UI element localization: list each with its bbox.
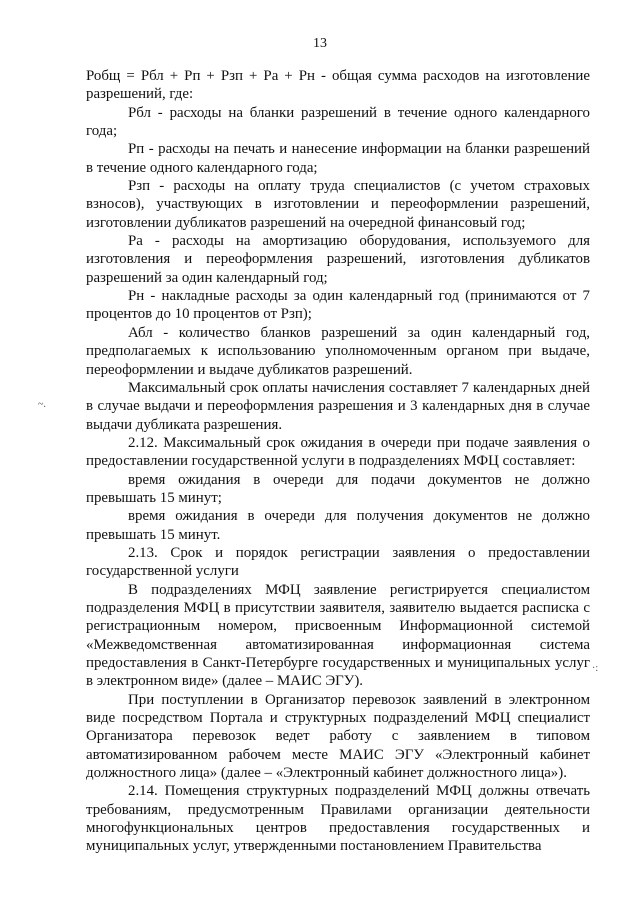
paragraph-payment-term: Максимальный срок оплаты начисления составляет 7 календарных дней в случае выдачи и переоформления разрешения и 3 календарных дня в случае выдачи дубликата разрешения. xyxy=(86,379,590,433)
document-body xyxy=(86,67,590,856)
scan-mark-left: ~. xyxy=(38,399,46,410)
paragraph-wait-submit: время ожидания в очереди для подачи документов не должно превышать 15 минут; xyxy=(86,471,590,506)
paragraph-2-14: 2.14. Помещения структурных подразделений МФЦ должны отвечать требованиям, предусмотренным Правилами организации деятельности многофункциональных центров предоставления государственных и муниципальных услуг, утвержденными постановлением Правительства xyxy=(86,783,590,855)
paragraph-2-12: 2.12. Максимальный срок ожидания в очереди при подаче заявления о предоставлении государственной услуги в подразделениях МФЦ составляет: xyxy=(86,434,590,470)
paragraph-electronic-applications: При поступлении в Организатор перевозок заявлений в электронном виде посредством Портала и структурных подразделений МФЦ специалист Организатора перевозок ведет работу с заявлением в типовом автоматизированном рабочем месте МАИС ЭГУ «Электронный кабинет должностного лица» (далее – «Электронный кабинет должностного лица»). xyxy=(86,691,590,782)
paragraph-abl: Абл - количество бланков разрешений за один календарный год, предполагаемых к использованию уполномоченным органом при выдаче, переоформлении и выдаче дубликатов разрешений. xyxy=(86,324,590,378)
paragraph-2-13: 2.13. Срок и порядок регистрации заявления о предоставлении государственной услуги xyxy=(86,544,590,580)
scan-mark-right: ·: xyxy=(592,663,599,674)
paragraph-rn: Рн - накладные расходы за один календарный год (принимаются от 7 процентов до 10 процентов от Рзп); xyxy=(86,288,590,323)
paragraph-rp: Рп - расходы на печать и нанесение информации на бланки разрешений в течение одного календарного года; xyxy=(86,141,590,176)
paragraph-rzp: Рзп - расходы на оплату труда специалистов (с учетом страховых взносов), участвующих в изготовлении и переоформлении разрешений, изготовлении дубликатов разрешений на очередной финансовый год; xyxy=(86,178,590,231)
paragraph-mfc-registration: В подразделениях МФЦ заявление регистрируется специалистом подразделения МФЦ в присутствии заявителя, заявителю выдается расписка с регистрационным номером, присвоенным Информационной системой «Межведомственная автоматизированная информационная система предоставления в Санкт-Петербурге государственных и муниципальных услуг в электронном виде» (далее – МАИС ЭГУ). xyxy=(86,581,590,690)
paragraph-wait-receive: время ожидания в очереди для получения документов не должно превышать 15 минут. xyxy=(86,508,590,543)
paragraph-ra: Ра - расходы на амортизацию оборудования, используемого для изготовления и переоформления разрешений, изготовления дубликатов разрешений за один календарный год; xyxy=(86,233,590,286)
formula-paragraph: Робщ = Рбл + Рп + Рзп + Ра + Рн - общая сумма расходов на изготовление разрешений, где: xyxy=(86,68,590,103)
paragraph-rbl: Рбл - расходы на бланки разрешений в течение одного календарного года; xyxy=(86,104,590,140)
page-number: 13 xyxy=(313,36,327,51)
